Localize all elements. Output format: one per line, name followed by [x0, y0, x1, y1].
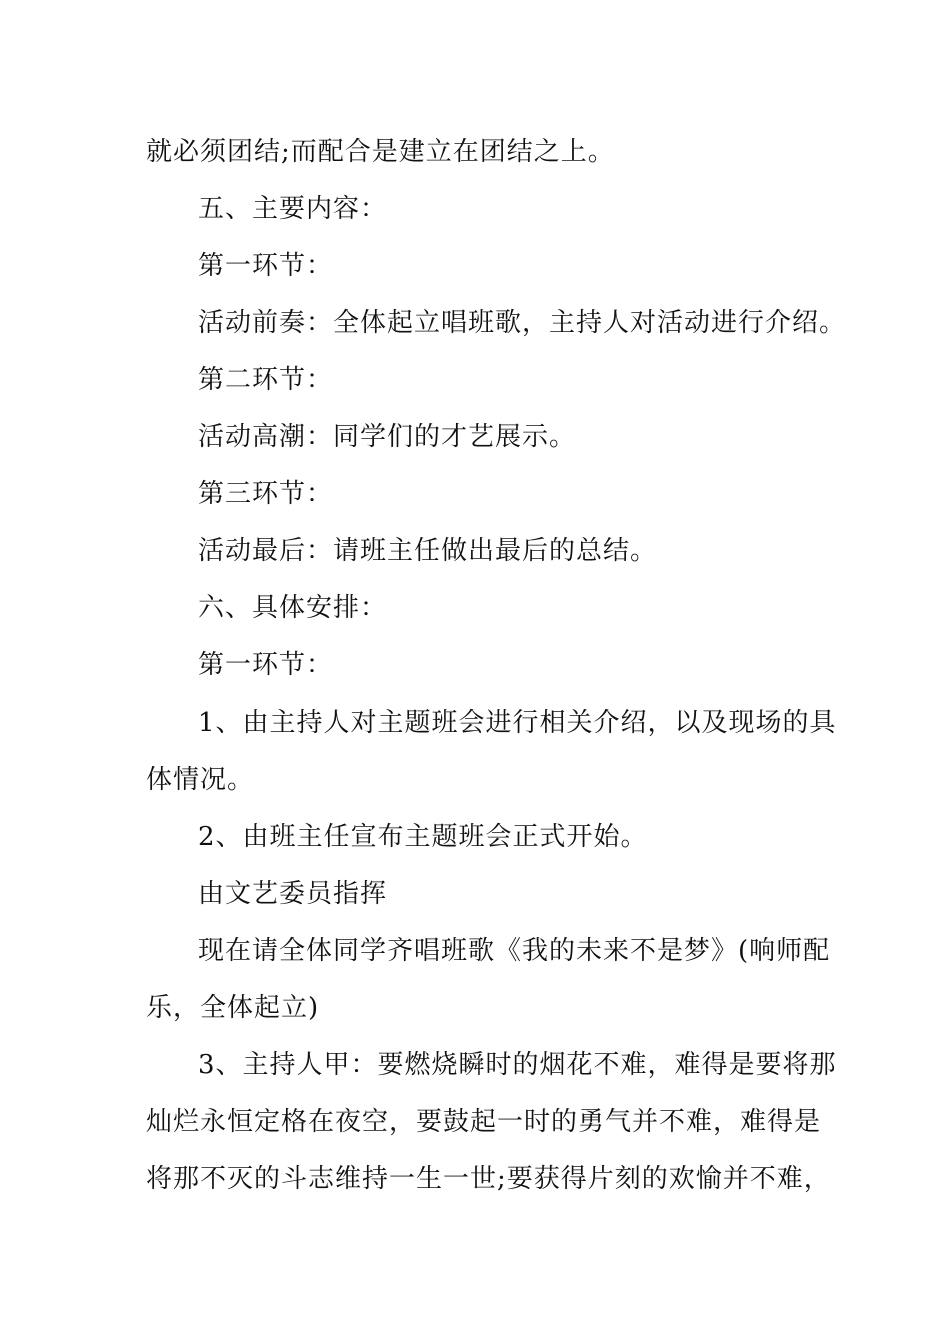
- stage-heading-1: 第一环节：: [198, 251, 334, 281]
- arrangement-stage-heading-1: 第一环节：: [198, 650, 334, 680]
- list-item-1: 1、由主持人对主题班会进行相关介绍，以及现场的具: [198, 708, 837, 738]
- list-item-2: 2、由班主任宣布主题班会正式开始。: [198, 822, 648, 852]
- host-speech-line-1: 3、主持人甲：要燃烧瞬时的烟花不难，难得是要将那: [198, 1050, 837, 1080]
- stage-description-1: 活动前奏：全体起立唱班歌，主持人对活动进行介绍。: [198, 308, 847, 338]
- host-speech-line-3: 将那不灭的斗志维持一生一世;要获得片刻的欢愉并不难，: [146, 1164, 831, 1194]
- stage-description-2: 活动高潮：同学们的才艺展示。: [198, 422, 577, 452]
- section-heading-arrangement: 六、具体安排：: [198, 593, 388, 623]
- paragraph-continuation: 就必须团结;而配合是建立在团结之上。: [146, 137, 615, 167]
- conductor-note: 由文艺委员指挥: [198, 879, 388, 909]
- stage-description-3: 活动最后：请班主任做出最后的总结。: [198, 536, 658, 566]
- stage-heading-3: 第三环节：: [198, 479, 334, 509]
- host-speech-line-2: 灿烂永恒定格在夜空，要鼓起一时的勇气并不难，难得是: [146, 1107, 822, 1137]
- section-heading-main-content: 五、主要内容：: [198, 194, 388, 224]
- stage-heading-2: 第二环节：: [198, 365, 334, 395]
- song-announcement-continuation: 乐，全体起立): [146, 993, 320, 1023]
- list-item-1-continuation: 体情况。: [146, 765, 255, 795]
- song-announcement: 现在请全体同学齐唱班歌《我的未来不是梦》(响师配: [198, 936, 831, 966]
